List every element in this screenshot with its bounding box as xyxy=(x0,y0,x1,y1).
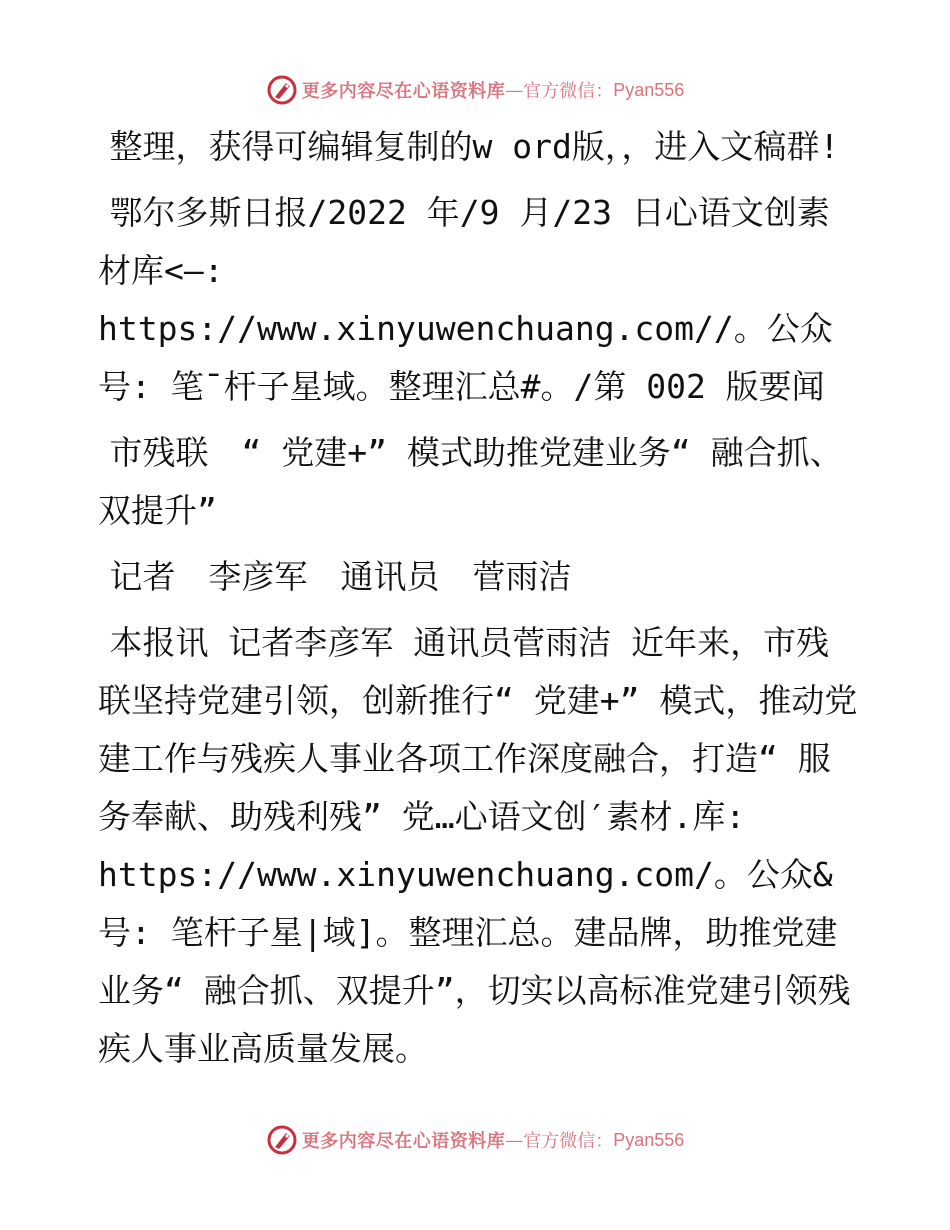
footer-banner xyxy=(0,1120,950,1160)
document-body xyxy=(98,118,858,1086)
article-title: 市残联 “ 党建+” 模式助推党建业务“ 融合抓、双提升” xyxy=(98,433,843,530)
article-body: 本报讯 记者李彦军 通讯员菅雨洁 近年来，市残联坚持党建引领，创新推行“ 党建+” 模式，推动党建工作与残疾人事业各项工作深度融合，打造“ 服务奉献、助残利残” 党…心语文创′素材.库: https://www.xinyuwenchuang.com/。公众&号: 笔杆子星|域]。整理汇总。建品牌，助推党建业务“ 融合抓、双提升”，切实以高标准党建引领残疾人事业高质量发展。 xyxy=(98,623,858,1068)
banner-text: 更多内容尽在心语资料库 xyxy=(301,81,506,102)
banner-wechat-id: Pyan556 xyxy=(613,1129,685,1150)
source-paragraph: 鄂尔多斯日报/2022 年/9 月/23 日心语文创素材库<—: https://www.xinyuwenchuang.com//。公众号: 笔¯杆子星域。整理汇总#。/第 002 版要闻 xyxy=(98,193,833,406)
banner-label: 官方微信： xyxy=(523,81,614,102)
pen-nib-logo-icon xyxy=(266,74,298,106)
banner-text: 更多内容尽在心语资料库 xyxy=(301,1131,506,1152)
header-banner xyxy=(0,70,950,110)
banner-label: 官方微信： xyxy=(523,1131,614,1152)
intro-paragraph: 整理，获得可编辑复制的w ord版，，进入文稿群! xyxy=(109,127,840,166)
article-byline: 记者 李彦军 通讯员 菅雨洁 xyxy=(109,557,572,596)
banner-separator: — xyxy=(505,1129,524,1151)
banner-wechat-id: Pyan556 xyxy=(613,79,685,100)
banner-separator: — xyxy=(505,79,524,101)
pen-nib-logo-icon xyxy=(266,1124,298,1156)
